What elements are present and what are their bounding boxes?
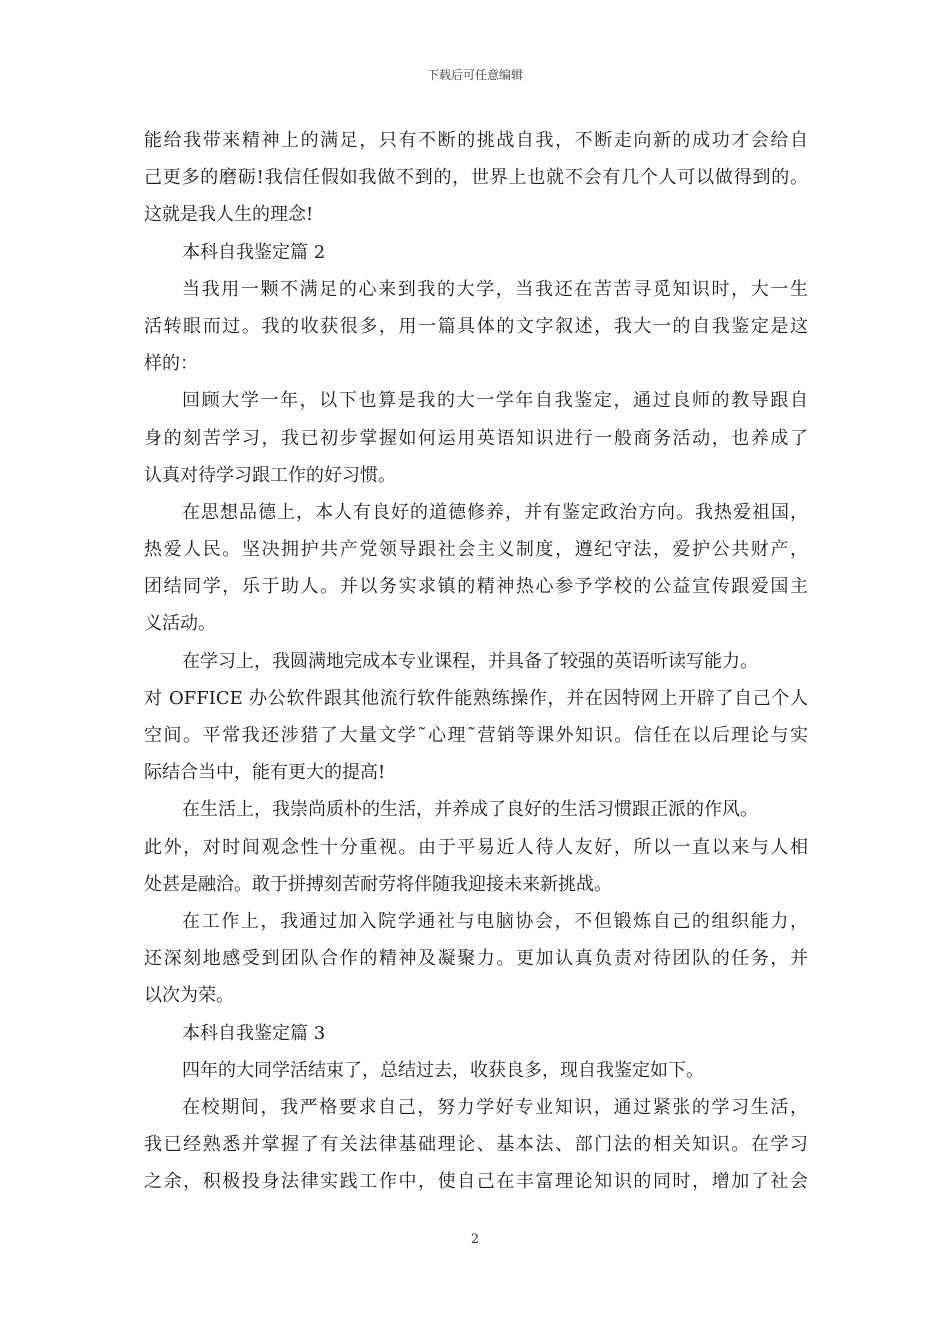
- section-heading: 本科自我鉴定篇 2: [182, 241, 326, 263]
- text-line: 我已经熟悉并掌握了有关法律基础理论、基本法、部门法的相关知识。在学习: [144, 1134, 808, 1156]
- page-number: 2: [470, 1232, 480, 1247]
- text-line: 处甚是融洽。敢于拼搏刻苦耐劳将伴随我迎接未来新挑战。: [144, 873, 612, 895]
- text-line: 之余，积极投身法律实践工作中，使自己在丰富理论知识的同时，增加了社会: [144, 1171, 808, 1193]
- paragraph-first-line: 回顾大学一年，以下也算是我的大一学年自我鉴定，通过良师的教导跟自: [182, 390, 808, 412]
- document-body: [144, 122, 808, 1200]
- text-line: 这就是我人生的理念!: [144, 204, 314, 226]
- paragraph-first-line: 在学习上，我圆满地完成本专业课程，并具备了较强的英语听读写能力。: [182, 650, 758, 672]
- text-line: 以次为荣。: [144, 985, 234, 1007]
- text-line: 对 OFFICE 办公软件跟其他流行软件能熟练操作，并在因特网上开辟了自己个人: [144, 687, 808, 709]
- text-line: 空间。平常我还涉猎了大量文学˜心理˜营销等课外知识。信任在以后理论与实: [144, 725, 808, 746]
- text-line: 际结合当中，能有更大的提高!: [144, 762, 386, 784]
- text-line: 此外，对时间观念性十分重视。由于平易近人待人友好，所以一直以来与人相: [144, 836, 808, 858]
- text-line: 活转眼而过。我的收获很多，用一篇具体的文字叙述，我大一的自我鉴定是这: [144, 315, 808, 337]
- paragraph-first-line: 当我用一颗不满足的心来到我的大学，当我还在苦苦寻觅知识时，大一生: [182, 278, 808, 300]
- text-line: 认真对待学习跟工作的好习惯。: [144, 464, 396, 486]
- paragraph-first-line: 在思想品德上，本人有良好的道德修养，并有鉴定政治方向。我热爱祖国，: [182, 501, 808, 523]
- paragraph-first-line: 在生活上，我崇尚质朴的生活，并养成了良好的生活习惯跟正派的作风。: [182, 799, 758, 821]
- paragraph-first-line: 四年的大同学活结束了，总结过去，收获良多，现自我鉴定如下。: [182, 1059, 704, 1081]
- text-line: 热爱人民。坚决拥护共产党领导跟社会主义制度，遵纪守法，爱护公共财产，: [144, 539, 808, 561]
- text-line: 义活动。: [144, 613, 216, 635]
- section-heading: 本科自我鉴定篇 3: [182, 1022, 326, 1044]
- text-line: 样的：: [144, 353, 198, 375]
- paragraph-first-line: 在工作上，我通过加入院学通社与电脑协会，不但锻炼自己的组织能力，: [182, 910, 808, 932]
- text-line: 团结同学，乐于助人。并以务实求镇的精神热心参予学校的公益宣传跟爱国主: [144, 576, 808, 598]
- paragraph-first-line: 在校期间，我严格要求自己，努力学好专业知识，通过紧张的学习生活，: [182, 1096, 808, 1118]
- header-note: 下载后可任意编辑: [426, 68, 523, 82]
- text-line: 身的刻苦学习，我已初步掌握如何运用英语知识进行一般商务活动，也养成了: [144, 427, 808, 449]
- text-line: 能给我带来精神上的满足，只有不断的挑战自我，不断走向新的成功才会给自: [144, 130, 808, 151]
- text-line: 还深刻地感受到团队合作的精神及凝聚力。更加认真负责对待团队的任务，并: [144, 948, 808, 970]
- text-line: 己更多的磨砺!我信任假如我做不到的，世界上也就不会有几个人可以做得到的。: [144, 167, 808, 189]
